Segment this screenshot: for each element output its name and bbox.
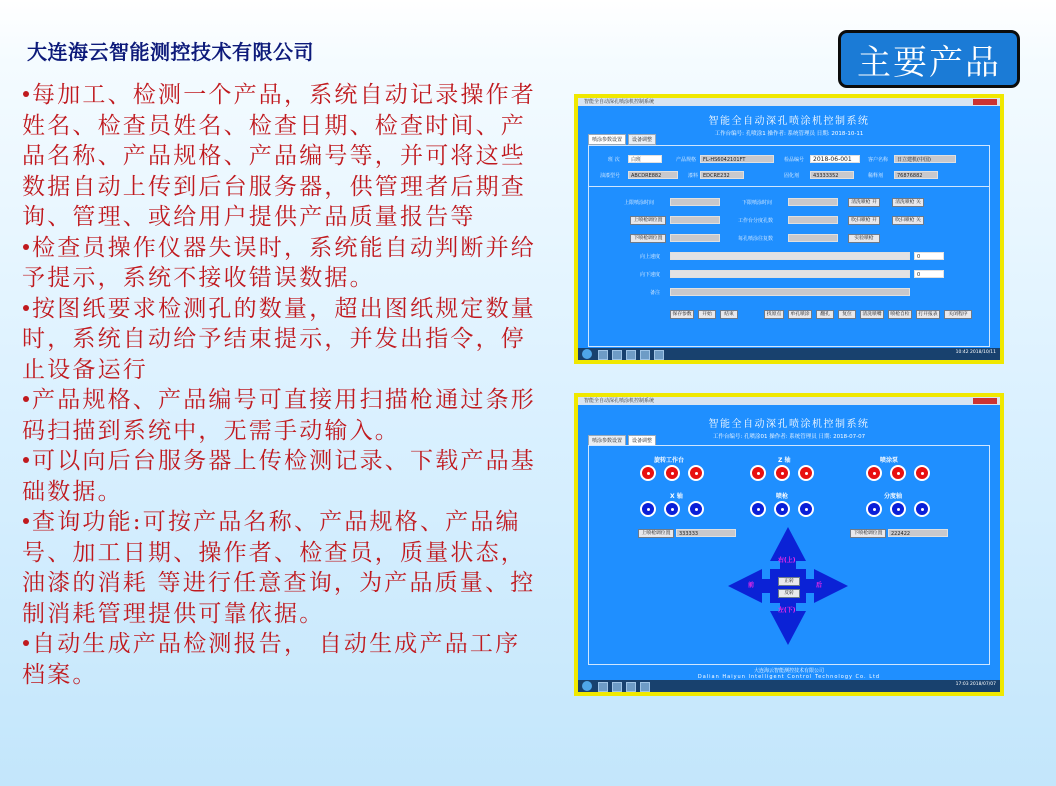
feature-list — [22, 80, 537, 690]
down-speed-value: 0 — [914, 270, 944, 278]
start-menu-icon[interactable] — [582, 681, 592, 691]
app-title: 智能全自动深孔喷涂机控制系统 — [708, 419, 870, 430]
rotary-ccw-button[interactable] — [640, 465, 656, 481]
screenshot-parameter-settings — [574, 94, 1004, 364]
hole-count-field[interactable] — [788, 216, 838, 224]
media-icon[interactable] — [626, 350, 636, 360]
tab-parameter-settings[interactable]: 喷涂参数设置 — [588, 134, 626, 145]
remark-field[interactable] — [670, 288, 910, 296]
up-direction-label: 右(上) — [778, 557, 796, 564]
open-report-button[interactable]: 打开报表 — [916, 310, 940, 319]
tab-device-adjust[interactable]: 设备调整 — [628, 134, 656, 145]
up-time-field[interactable] — [670, 198, 720, 206]
feature-item: 按图纸要求检测孔的数量，超出图纸规定数量时，系统自动给予结束提示，并发出指令，停止设备运行 — [22, 295, 536, 383]
footer-company: 大连海云智能测控技术有限公司 — [753, 668, 824, 674]
spec-label: 产品规格 — [676, 157, 697, 163]
system-tray-clock: 10:42 2018/10/11 — [955, 350, 996, 355]
spray-gun-label: 喷枪 — [776, 493, 789, 500]
hardener-field[interactable]: 43333352 — [810, 171, 854, 179]
up-speed-value: 0 — [914, 252, 944, 260]
up-gun-pos-button[interactable]: 上喷枪调位置 — [638, 529, 674, 538]
bullet-icon — [23, 305, 29, 311]
down-time-label: 下限喷涂时间 — [742, 200, 773, 206]
feature-item: 可以向后台服务器上传检测记录、下载产品基础数据。 — [22, 448, 536, 505]
paint-model-field[interactable]: ABCDRE882 — [628, 171, 678, 179]
explorer-icon[interactable] — [598, 682, 608, 692]
window-titlebar: 智能全自动深孔喷涂机控制系统 — [578, 397, 1000, 405]
hole-count-label: 工作台分度孔数 — [738, 218, 774, 224]
home-button[interactable]: 找原点 — [764, 310, 784, 319]
app-window — [578, 397, 1000, 692]
pump-off-button[interactable] — [914, 465, 930, 481]
hardener-label: 固化剂 — [784, 173, 800, 179]
paint-label: 漆料 — [688, 173, 699, 179]
window-controls-icon[interactable] — [973, 398, 997, 404]
pump-label: 喷涂泵 — [880, 457, 899, 464]
flip-hole-button[interactable]: 翻孔 — [816, 310, 834, 319]
down-gun-pos-button[interactable]: 下喷枪调位置 — [630, 234, 666, 243]
bullet-icon — [23, 640, 29, 646]
z-up-button[interactable] — [750, 465, 766, 481]
save-params-button[interactable]: 保存参数 — [670, 310, 694, 319]
close-program-button[interactable]: 关闭程序 — [944, 310, 972, 319]
arrow-up-icon[interactable] — [770, 527, 806, 575]
up-gun-pos-button[interactable]: 上喷枪调位置 — [630, 216, 666, 225]
per-hole-field[interactable] — [788, 234, 838, 242]
tab-bar — [588, 134, 656, 145]
feature-item: 自动生成产品检测报告， 自动生成产品工序档案。 — [22, 631, 521, 688]
footer-company-en: Dalian Haiyun Intelligent Control Technology Co. Ltd — [697, 674, 881, 680]
feature-item: 检查员操作仪器失误时，系统能自动判断并给予提示，系统不接收错误数据。 — [22, 234, 536, 291]
gun-on-button[interactable] — [750, 501, 766, 517]
divider — [588, 186, 990, 187]
tab-device-adjust[interactable]: 设备调整 — [628, 435, 656, 446]
down-speed-label: 向下速度 — [640, 272, 661, 278]
spec-field[interactable]: FL-HS6042101FT — [700, 155, 774, 163]
x-left-button[interactable] — [640, 501, 656, 517]
back-direction-label: 后 — [816, 582, 823, 589]
per-hole-label: 每孔喷涂往复数 — [738, 236, 774, 242]
feature-item: 每加工、检测一个产品，系统自动记录操作者姓名、检查员姓名、检查日期、检查时间、产品名称、产品规格、产品编号等，并可将这些数据自动上传到后台服务器，供管理者后期查询、管理、或给用户提供产品质量报告等 — [22, 82, 536, 230]
main-products-badge: 主要产品 — [838, 30, 1020, 88]
company-name: 大连海云智能测控技术有限公司 — [27, 40, 314, 64]
paint-field[interactable]: EDCRE232 — [700, 171, 744, 179]
feature-item: 产品规格、产品编号可直接用扫描枪通过条形码扫描到系统中，无需手动输入。 — [22, 387, 536, 444]
customer-label: 客户名称 — [868, 157, 889, 163]
start-button[interactable]: 开始 — [698, 310, 716, 319]
z-axis-label: Z 轴 — [778, 457, 791, 464]
folder-icon[interactable] — [640, 350, 650, 360]
x-stop-button[interactable] — [664, 501, 680, 517]
clean-gun-on-button[interactable]: 清洗喷枪 开 — [848, 198, 880, 207]
window-titlebar: 智能全自动深孔喷涂机控制系统 — [578, 98, 1000, 106]
app-subtitle: 工作台编号: 孔喷涂1 操作者: 系统管理员 日期: 2018-10-11 — [714, 131, 864, 137]
pump-on-button[interactable] — [866, 465, 882, 481]
end-button[interactable]: 结束 — [720, 310, 738, 319]
taskbar — [578, 348, 1000, 360]
pump-stop-button[interactable] — [890, 465, 906, 481]
rotary-stop-button[interactable] — [664, 465, 680, 481]
forward-rotate-button[interactable]: 正转 — [778, 577, 800, 586]
tab-parameter-settings[interactable]: 喷涂参数设置 — [588, 435, 626, 446]
start-menu-icon[interactable] — [582, 349, 592, 359]
down-speed-slider[interactable] — [670, 270, 910, 278]
app-title: 智能全自动深孔喷涂机控制系统 — [708, 116, 870, 127]
single-hole-button[interactable]: 单孔喷涂 — [788, 310, 812, 319]
system-tray-clock: 17:03 2018/07/07 — [955, 682, 996, 687]
index-axis-label: 分度轴 — [884, 493, 903, 500]
feature-item: 查询功能:可按产品名称、产品规格、产品编号、加工日期、操作者、检查员，质量状态，油漆的消耗 等进行任意查询，为产品质量、控制消耗管理提供可靠依据。 — [22, 509, 536, 627]
up-gun-pos-field[interactable]: 333333 — [676, 529, 736, 537]
app-subtitle: 工作台编号: 孔喷涂01 操作者: 系统管理员 日期: 2018-07-07 — [712, 434, 866, 440]
clean-nozzle-button[interactable]: 清洗喷嘴 — [860, 310, 884, 319]
test-gun-button[interactable]: 实验喷枪 — [848, 234, 880, 243]
down-gun-pos-field[interactable]: 222422 — [888, 529, 948, 537]
taskbar — [578, 680, 1000, 692]
arrow-right-icon[interactable] — [800, 569, 848, 603]
folder-icon[interactable] — [640, 682, 650, 692]
up-gun-pos-field[interactable] — [670, 216, 720, 224]
bullet-icon — [23, 244, 29, 250]
reset-button[interactable]: 复位 — [838, 310, 856, 319]
x-right-button[interactable] — [688, 501, 704, 517]
up-speed-label: 向上速度 — [640, 254, 661, 260]
browser-icon[interactable] — [612, 682, 622, 692]
customer-field[interactable]: 日立建机(中国) — [894, 155, 956, 163]
blow-gun-off-button[interactable]: 吹扫喷枪 关 — [892, 216, 924, 225]
blow-gun-on-button[interactable]: 吹扫喷枪 开 — [848, 216, 880, 225]
app-window — [578, 98, 1000, 360]
down-direction-label: 左(下) — [778, 607, 796, 614]
direction-pad-icon — [726, 525, 850, 647]
thinner-field[interactable]: 76876882 — [894, 171, 938, 179]
bullet-icon — [23, 396, 29, 402]
down-time-field[interactable] — [788, 198, 838, 206]
explorer-icon[interactable] — [598, 350, 608, 360]
rotary-table-label: 旋转工作台 — [654, 457, 685, 464]
bullet-icon — [23, 457, 29, 463]
up-time-label: 上限喷涂时间 — [624, 200, 655, 206]
clean-gun-off-button[interactable]: 清洗喷枪 关 — [892, 198, 924, 207]
paint-model-label: 油漆型号 — [600, 173, 621, 179]
bullet-icon — [23, 91, 29, 97]
z-down-button[interactable] — [798, 465, 814, 481]
x-axis-label: X 轴 — [670, 493, 683, 500]
index-cw-button[interactable] — [914, 501, 930, 517]
shift-label: 班 次 — [608, 157, 620, 163]
z-stop-button[interactable] — [774, 465, 790, 481]
gun-stop-button[interactable] — [774, 501, 790, 517]
window-controls-icon[interactable] — [973, 99, 997, 105]
rotary-cw-button[interactable] — [688, 465, 704, 481]
browser-icon[interactable] — [612, 350, 622, 360]
product-no-label: 检品编号 — [784, 157, 805, 163]
remark-label: 备注 — [650, 290, 661, 296]
media-icon[interactable] — [626, 682, 636, 692]
bullet-icon — [23, 518, 29, 524]
down-gun-pos-button[interactable]: 下喷枪调位置 — [850, 529, 886, 538]
index-stop-button[interactable] — [890, 501, 906, 517]
thinner-label: 稀释剂 — [868, 173, 884, 179]
shift-select[interactable]: 白班 — [628, 155, 662, 163]
gun-off-button[interactable] — [798, 501, 814, 517]
front-direction-label: 前 — [748, 582, 755, 589]
app-icon[interactable] — [654, 350, 664, 360]
up-speed-slider[interactable] — [670, 252, 910, 260]
index-ccw-button[interactable] — [866, 501, 882, 517]
down-gun-pos-field[interactable] — [670, 234, 720, 242]
reverse-rotate-button[interactable]: 反转 — [778, 589, 800, 598]
gun-self-test-button[interactable]: 喷枪自检 — [888, 310, 912, 319]
screenshot-device-adjust — [574, 393, 1004, 696]
product-no-field[interactable]: 2018-06-001 — [810, 155, 860, 163]
